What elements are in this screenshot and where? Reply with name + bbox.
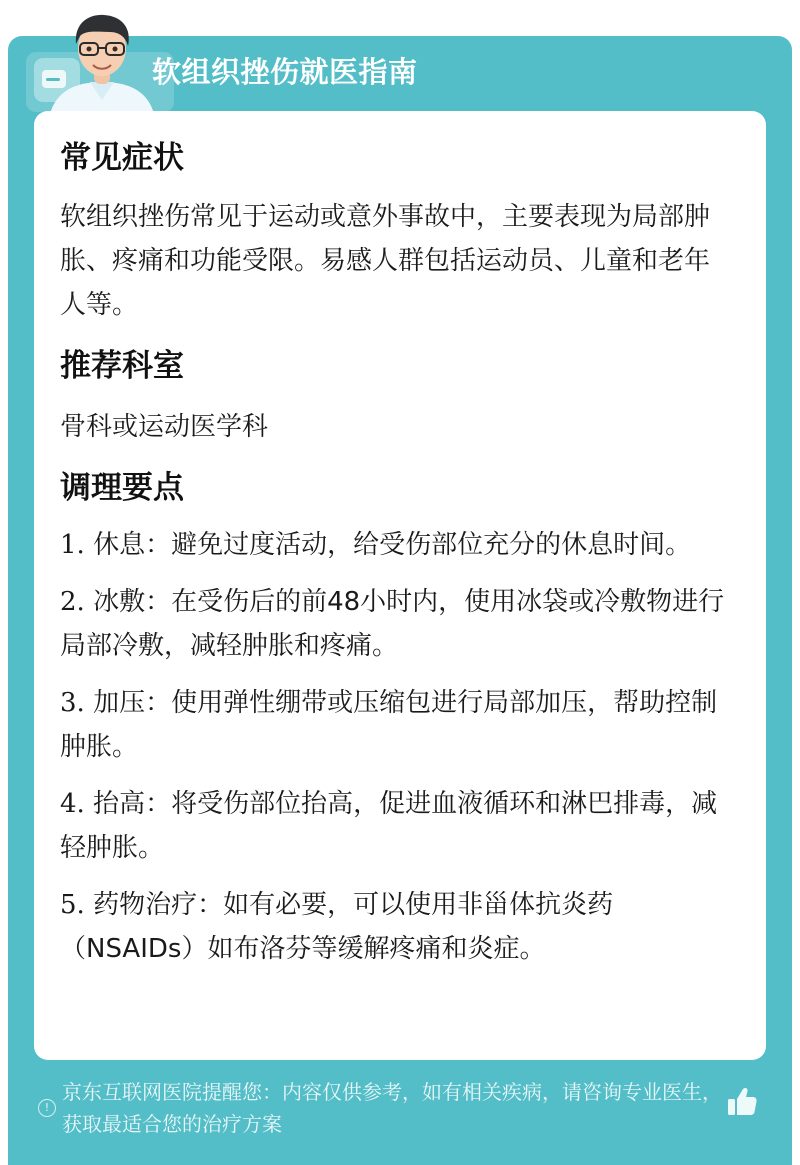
content-card bbox=[34, 111, 766, 1060]
care-item bbox=[60, 883, 726, 971]
care-item-text: 冰敷：在受伤后的前48小时内，使用冰袋或冷敷物进行局部冷敷，减轻肿胀和疼痛。 bbox=[60, 587, 725, 661]
symptoms-text: 软组织挫伤常见于运动或意外事故中，主要表现为局部肿胀、疼痛和功能受限。易感人群包括运动员、儿童和老年人等。 bbox=[60, 202, 711, 320]
doctor-avatar bbox=[46, 10, 158, 114]
care-item-number: 5. bbox=[60, 890, 85, 920]
content-body bbox=[60, 133, 726, 984]
care-item bbox=[60, 681, 726, 769]
care-item-text: 休息：避免过度活动，给受伤部位充分的休息时间。 bbox=[93, 530, 692, 560]
page-title: 软组织挫伤就医指南 bbox=[152, 55, 418, 89]
department-heading: 推荐科室 bbox=[60, 348, 184, 384]
footer bbox=[36, 1072, 776, 1152]
thumbs-up-icon[interactable] bbox=[724, 1084, 760, 1120]
care-item-text: 加压：使用弹性绷带或压缩包进行局部加压，帮助控制肿胀。 bbox=[60, 688, 718, 762]
care-item bbox=[60, 580, 726, 668]
department-text: 骨科或运动医学科 bbox=[60, 412, 269, 442]
care-item-number: 4. bbox=[60, 789, 85, 819]
care-item-text: 药物治疗：如有必要，可以使用非甾体抗炎药（NSAIDs）如布洛芬等缓解疼痛和炎症。 bbox=[60, 890, 614, 964]
care-item-number: 1. bbox=[60, 530, 85, 560]
footer-disclaimer: 京东互联网医院提醒您：内容仅供参考，如有相关疾病，请咨询专业医生，获取最适合您的治疗方案 bbox=[62, 1080, 722, 1136]
care-heading: 调理要点 bbox=[60, 470, 184, 506]
care-item-number: 2. bbox=[60, 587, 85, 617]
care-item bbox=[60, 782, 726, 870]
care-list bbox=[60, 523, 726, 971]
info-icon: ! bbox=[38, 1099, 56, 1117]
care-item bbox=[60, 523, 726, 567]
symptoms-heading: 常见症状 bbox=[60, 140, 184, 176]
care-item-text: 抬高：将受伤部位抬高，促进血液循环和淋巴排毒，减轻肿胀。 bbox=[60, 789, 718, 863]
care-item-number: 3. bbox=[60, 688, 85, 718]
